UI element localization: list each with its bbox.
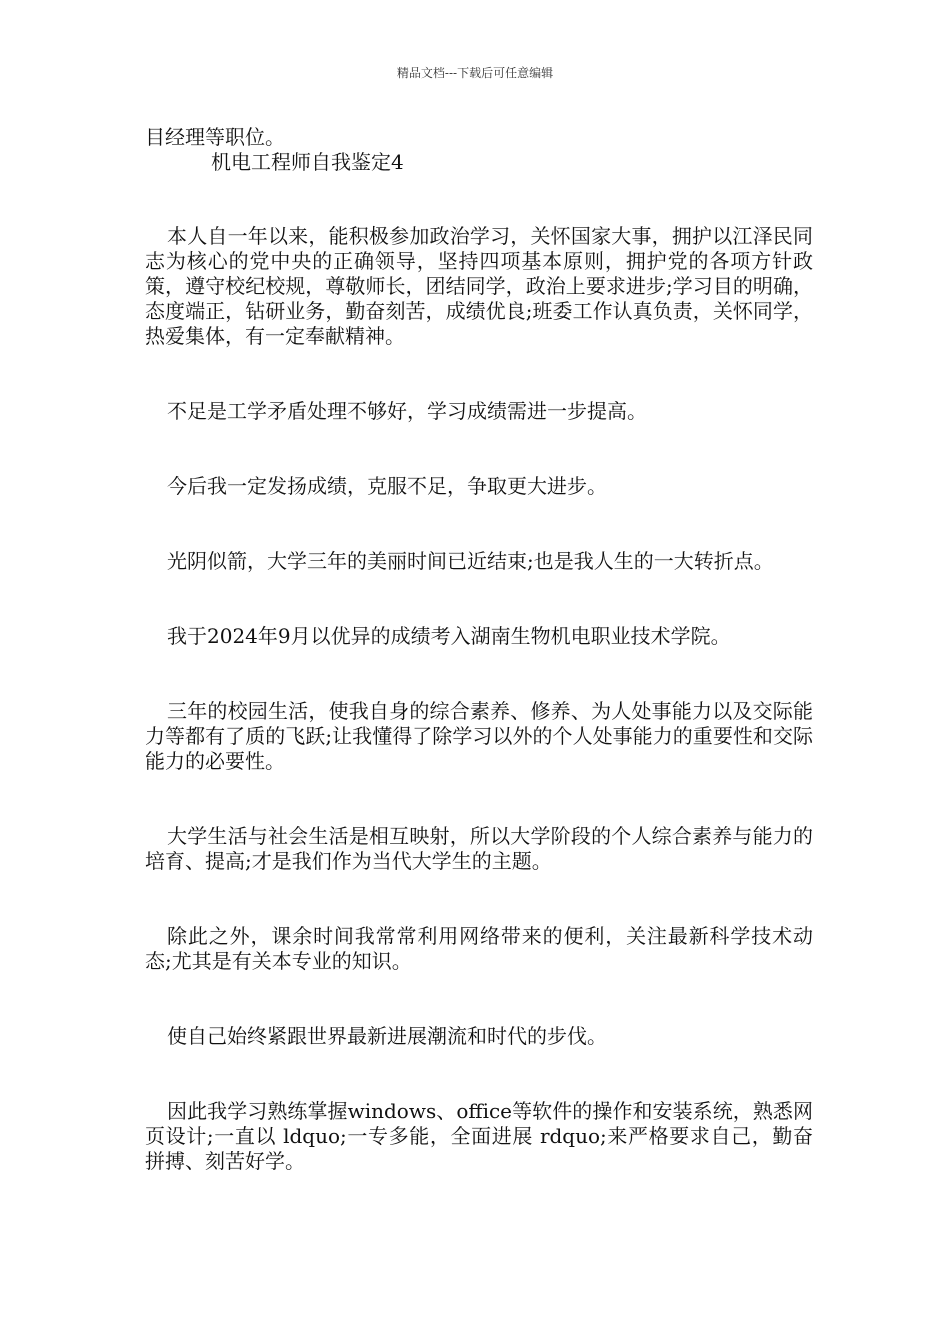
spacer <box>145 499 813 549</box>
section-title: 机电工程师自我鉴定4 <box>211 150 404 174</box>
spacer <box>145 574 813 624</box>
spacer <box>145 1049 813 1099</box>
spacer <box>145 649 813 699</box>
paragraph: 今后我一定发扬成绩，克服不足，争取更大进步。 <box>167 474 607 498</box>
paragraph: 使自己始终紧跟世界最新进展潮流和时代的步伐。 <box>167 1024 607 1048</box>
paragraph: 除此之外，课余时间我常常利用网络带来的便利，关注最新科学技术动态;尤其是有关本专业的知识。 <box>145 924 813 973</box>
spacer <box>145 424 813 474</box>
page-header: 精品文档---下载后可任意编辑 <box>396 66 554 80</box>
paragraph: 本人自一年以来，能积极参加政治学习，关怀国家大事，拥护以江泽民同志为核心的党中央的正确领导，坚持四项基本原则，拥护党的各项方针政策，遵守校纪校规，尊敬师长，团结同学，政治上要求进步;学习目的明确，态度端正，钻研业务，勤奋刻苦，成绩优良;班委工作认真负责，关怀同学，热爱集体，有一定奉献精神。 <box>145 224 813 348</box>
paragraph: 我于2024年9月以优异的成绩考入湖南生物机电职业技术学院。 <box>167 624 731 648</box>
paragraph: 因此我学习熟练掌握windows、office等软件的操作和安装系统，熟悉网页设计;一直以 ldquo;一专多能，全面进展 rdquo;来严格要求自己，勤奋拼搏、刻苦好学。 <box>145 1099 813 1173</box>
paragraph: 光阴似箭，大学三年的美丽时间已近结束;也是我人生的一大转折点。 <box>167 549 774 573</box>
paragraph: 不足是工学矛盾处理不够好，学习成绩需进一步提高。 <box>167 399 647 423</box>
paragraph: 三年的校园生活，使我自身的综合素养、修养、为人处事能力以及交际能力等都有了质的飞跃;让我懂得了除学习以外的个人处事能力的重要性和交际能力的必要性。 <box>145 699 813 773</box>
spacer <box>145 349 813 399</box>
spacer <box>145 175 813 224</box>
paragraph: 大学生活与社会生活是相互映射，所以大学阶段的个人综合素养与能力的培育、提高;才是我们作为当代大学生的主题。 <box>145 824 813 873</box>
lead-line: 目经理等职位。 <box>145 125 285 149</box>
spacer <box>145 874 813 924</box>
spacer <box>145 974 813 1024</box>
spacer <box>145 774 813 824</box>
document-body <box>145 125 813 1174</box>
